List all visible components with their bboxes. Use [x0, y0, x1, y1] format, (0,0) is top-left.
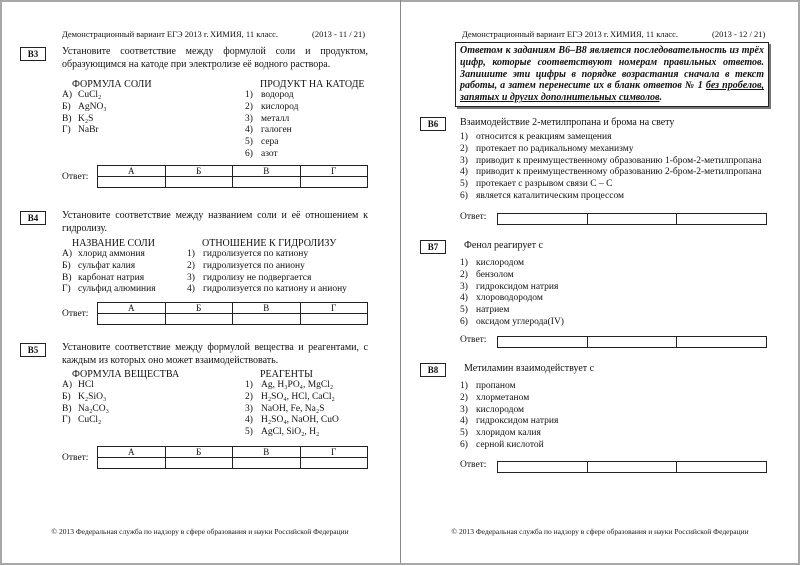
answer-cell[interactable] — [587, 337, 677, 348]
answer-label: Ответ: — [62, 172, 89, 182]
item-number: Г) — [62, 125, 71, 136]
list-item — [460, 258, 564, 270]
list-item — [460, 156, 762, 168]
answer-cell[interactable] — [300, 314, 368, 325]
page-11 — [0, 0, 400, 563]
left-column-heading: ФОРМУЛА ВЕЩЕСТВА — [72, 369, 180, 380]
list-item — [187, 249, 347, 261]
list-item — [245, 380, 339, 392]
answer-label: Ответ: — [62, 309, 89, 319]
list-item — [62, 284, 156, 296]
item-text: кислород — [261, 101, 299, 112]
answer-table — [97, 165, 368, 188]
answer-label: Ответ: — [460, 212, 487, 222]
header-subject: ХИМИЯ, 11 класс. — [610, 29, 679, 39]
item-text: AgCl, SiO₂, H₂ — [261, 427, 320, 438]
right-column-heading: ОТНОШЕНИЕ К ГИДРОЛИЗУ — [202, 238, 337, 249]
question-text: Взаимодействие 2-метилпропана и брома на свету — [460, 117, 675, 128]
header-subject: ХИМИЯ, 11 класс. — [210, 29, 279, 39]
item-number: 4) — [245, 415, 253, 426]
question-number-box: B3 — [20, 47, 46, 61]
item-text: K₂SiO₃ — [78, 391, 107, 402]
list-item — [460, 282, 564, 294]
list-item — [245, 137, 298, 149]
question-number-box: B4 — [20, 211, 46, 225]
item-number: 6) — [460, 439, 468, 450]
answer-cell[interactable] — [677, 462, 767, 473]
list-item — [62, 380, 109, 392]
item-text: водород — [261, 90, 294, 100]
instruction-end: . — [659, 92, 662, 104]
item-text: бензолом — [476, 269, 514, 280]
question-text: Метиламин взаимодействует с — [464, 363, 595, 374]
item-text: сульфат калия — [78, 260, 136, 271]
answer-label: Ответ: — [62, 453, 89, 463]
item-text: Ag, H₃PO₄, MgCl₂ — [261, 380, 334, 390]
item-number: 6) — [460, 190, 468, 201]
answer-cell[interactable] — [498, 337, 588, 348]
answer-table — [497, 213, 767, 225]
answer-column-header: Б — [165, 166, 233, 177]
item-text: хлоридом калия — [476, 428, 541, 439]
answer-cell[interactable] — [587, 462, 677, 473]
item-text: хлорид аммония — [78, 249, 145, 259]
item-number: 3) — [245, 113, 253, 124]
list-item — [62, 261, 156, 273]
answer-cell[interactable] — [98, 177, 166, 188]
header-exam: Демонстрационный вариант ЕГЭ 2013 г. — [62, 29, 209, 39]
item-text: протекает с разрывом связи C – C — [476, 179, 613, 190]
item-text: карбонат натрия — [78, 272, 145, 283]
answer-column-header: В — [233, 166, 301, 177]
left-column-list — [62, 90, 107, 137]
left-column-list — [62, 380, 109, 427]
answer-options-list — [460, 132, 762, 203]
item-number: 1) — [245, 90, 253, 100]
header-exam: Демонстрационный вариант ЕГЭ 2013 г. — [462, 29, 609, 39]
item-text: протекает по радикальному механизму — [476, 143, 634, 154]
item-text: H₂SO₄, NaOH, CuO — [261, 415, 339, 426]
instruction-box — [455, 42, 769, 107]
list-item — [62, 249, 156, 261]
item-number: 5) — [460, 179, 468, 190]
list-item — [187, 284, 347, 296]
answer-options-list — [460, 258, 564, 329]
header-page-number: (2013 - 11 / 21) — [312, 29, 366, 39]
list-item — [460, 293, 564, 305]
answer-column-header: В — [233, 447, 301, 458]
item-number: 2) — [245, 101, 253, 112]
answer-column-header: Г — [300, 447, 368, 458]
item-text: хлороводородом — [476, 293, 543, 304]
item-text: приводит к преимущественному образованию 2-бром-2-метилпропана — [476, 167, 762, 178]
answer-column-header: Г — [300, 303, 368, 314]
right-column-list — [245, 380, 339, 439]
question-number-box: B8 — [420, 363, 446, 377]
item-text: сера — [261, 137, 279, 148]
item-number: В) — [62, 403, 72, 414]
item-number: 2) — [245, 391, 253, 402]
item-number: 4) — [460, 416, 468, 427]
question-text: Фенол реагирует с — [464, 240, 543, 251]
list-item — [460, 405, 558, 417]
right-column-heading: ПРОДУКТ НА КАТОДЕ — [260, 79, 365, 90]
list-item — [245, 125, 298, 137]
list-item — [460, 305, 564, 317]
right-column-heading: РЕАГЕНТЫ — [260, 369, 313, 380]
answer-cell[interactable] — [233, 314, 301, 325]
item-number: 4) — [187, 284, 195, 295]
item-number: 3) — [187, 272, 195, 283]
item-number: 5) — [245, 427, 253, 438]
answer-cell[interactable] — [165, 177, 233, 188]
left-column-heading: ФОРМУЛА СОЛИ — [72, 79, 152, 90]
item-number: Б) — [62, 391, 71, 402]
right-column-list — [187, 249, 347, 296]
list-item — [245, 415, 339, 427]
item-number: 3) — [245, 403, 253, 414]
item-text: гидролизуется по катиону и аниону — [203, 284, 347, 295]
item-text: натрием — [476, 305, 510, 316]
answer-cell[interactable] — [98, 314, 166, 325]
item-text: HCl — [78, 380, 94, 390]
answer-table — [97, 302, 368, 325]
list-item — [460, 132, 762, 144]
right-column-list — [245, 90, 298, 161]
item-number: 1) — [187, 249, 195, 259]
item-number: 3) — [460, 281, 468, 292]
item-number: В) — [62, 272, 72, 283]
list-item — [460, 270, 564, 282]
item-text: гидроксидом натрия — [476, 281, 559, 292]
list-item — [62, 404, 109, 416]
answer-column-header: А — [98, 447, 166, 458]
list-item — [62, 102, 107, 114]
question-text: Установите соответствие между формулой соли и продуктом, образующимся на катоде при электролизе её водного раствора. — [62, 46, 368, 70]
list-item — [460, 167, 762, 179]
item-number: 1) — [460, 258, 468, 268]
answer-cell[interactable] — [498, 462, 588, 473]
list-item — [245, 102, 298, 114]
list-item — [62, 415, 109, 427]
answer-cell[interactable] — [165, 314, 233, 325]
answer-cell[interactable] — [677, 337, 767, 348]
footer-copyright: © 2013 Федеральная служба по надзору в сфере образования и науки Российской Федерации — [451, 527, 749, 536]
answer-cell[interactable] — [98, 458, 166, 469]
item-number: 2) — [460, 143, 468, 154]
item-text: приводит к преимущественному образованию 1-бром-2-метилпропана — [476, 155, 762, 166]
list-item — [62, 392, 109, 404]
answer-cell[interactable] — [498, 214, 588, 225]
item-text: относится к реакциям замещения — [476, 132, 612, 142]
instruction-text: Ответом к заданиям В6–В8 является последовательность из трёх цифр, которые соответствуют номерам правильных ответов. Запишите эти цифры в порядке возрастания сначала в текст работы, а затем перенесите их в бланк ответов № 1 — [460, 45, 764, 92]
question-number-box: B5 — [20, 343, 46, 357]
item-number: 1) — [245, 380, 253, 390]
item-number: 3) — [460, 155, 468, 166]
item-text: сульфид алюминия — [78, 284, 156, 295]
footer-copyright: © 2013 Федеральная служба по надзору в сфере образования и науки Российской Федерации — [51, 527, 349, 536]
item-number: 3) — [460, 404, 468, 415]
item-text: гидролизуется по катиону — [203, 249, 309, 259]
item-text: оксидом углерода(IV) — [476, 316, 564, 327]
item-text: металл — [261, 113, 290, 124]
item-number: Б) — [62, 260, 71, 271]
item-number: В) — [62, 113, 72, 124]
list-item — [245, 404, 339, 416]
list-item — [460, 416, 558, 428]
item-text: CuCl₂ — [78, 415, 102, 426]
item-number: 4) — [245, 125, 253, 136]
item-text: кислородом — [476, 404, 525, 415]
answer-cell[interactable] — [677, 214, 767, 225]
item-number: 1) — [460, 381, 468, 391]
list-item — [460, 393, 558, 405]
list-item — [460, 428, 558, 440]
item-number: 6) — [460, 316, 468, 327]
item-text: гидроксидом натрия — [476, 416, 559, 427]
item-number: 1) — [460, 132, 468, 142]
item-text: Na₂CO₃ — [78, 403, 109, 414]
answer-column-header: А — [98, 303, 166, 314]
item-number: Б) — [62, 101, 71, 112]
item-number: 2) — [460, 392, 468, 403]
answer-cell[interactable] — [587, 214, 677, 225]
answer-label: Ответ: — [460, 335, 487, 345]
item-text: NaBr — [78, 125, 99, 136]
instruction-underlined: без пробелов, запятых и других дополнительных символов — [460, 80, 764, 104]
left-column-heading: НАЗВАНИЕ СОЛИ — [72, 238, 155, 249]
item-text: серной кислотой — [476, 439, 544, 450]
item-text: хлорметаном — [476, 392, 530, 403]
answer-options-list — [460, 381, 558, 452]
answer-cell[interactable] — [233, 458, 301, 469]
answer-table — [497, 461, 767, 473]
item-text: гидролизуется по аниону — [203, 260, 305, 271]
answer-cell[interactable] — [300, 458, 368, 469]
answer-cell[interactable] — [165, 458, 233, 469]
item-text: NaOH, Fe, Na₂S — [261, 403, 325, 414]
list-item — [245, 149, 298, 161]
answer-cell[interactable] — [300, 177, 368, 188]
list-item — [62, 90, 107, 102]
item-number: А) — [62, 90, 73, 100]
answer-column-header: А — [98, 166, 166, 177]
item-number: 5) — [245, 137, 253, 148]
list-item — [62, 273, 156, 285]
item-number: Г) — [62, 284, 71, 295]
item-number: 4) — [460, 167, 468, 178]
answer-table — [97, 446, 368, 469]
item-number: 2) — [460, 269, 468, 280]
item-text: гидролизу не подвергается — [203, 272, 312, 283]
item-number: 4) — [460, 293, 468, 304]
list-item — [245, 90, 298, 102]
question-text: Установите соответствие между названием соли и её отношением к гидролизу. — [62, 210, 368, 234]
list-item — [460, 317, 564, 329]
question-number-box: B6 — [420, 117, 446, 131]
item-text: является каталитическим процессом — [476, 190, 625, 201]
item-text: азот — [261, 148, 278, 159]
answer-column-header: Г — [300, 166, 368, 177]
list-item — [187, 273, 347, 285]
item-text: K₂S — [78, 113, 94, 124]
list-item — [460, 440, 558, 452]
item-text: пропаном — [476, 381, 516, 391]
list-item — [460, 144, 762, 156]
item-text: галоген — [261, 125, 292, 136]
list-item — [460, 381, 558, 393]
item-text: кислородом — [476, 258, 525, 268]
item-text: CuCl₂ — [78, 90, 102, 100]
list-item — [187, 261, 347, 273]
page-12 — [400, 0, 800, 563]
answer-label: Ответ: — [460, 460, 487, 470]
answer-column-header: Б — [165, 447, 233, 458]
list-item — [245, 427, 339, 439]
item-number: А) — [62, 380, 73, 390]
list-item — [62, 125, 107, 137]
item-number: 5) — [460, 305, 468, 316]
left-column-list — [62, 249, 156, 296]
answer-column-header: В — [233, 303, 301, 314]
header-page-number: (2013 - 12 / 21) — [712, 29, 766, 39]
list-item — [460, 179, 762, 191]
question-text: Установите соответствие между формулой вещества и реагентами, с каждым из которых оно может взаимодействовать. — [62, 342, 368, 366]
question-number-box: B7 — [420, 240, 446, 254]
list-item — [62, 114, 107, 126]
answer-cell[interactable] — [233, 177, 301, 188]
item-number: А) — [62, 249, 73, 259]
answer-table — [497, 336, 767, 348]
item-number: 2) — [187, 260, 195, 271]
list-item — [460, 191, 762, 203]
list-item — [245, 392, 339, 404]
item-number: 6) — [245, 148, 253, 159]
item-number: Г) — [62, 415, 71, 426]
item-text: AgNO₃ — [78, 101, 107, 112]
item-text: H₂SO₄, HCl, CaCl₂ — [261, 391, 335, 402]
item-number: 5) — [460, 428, 468, 439]
list-item — [245, 114, 298, 126]
answer-column-header: Б — [165, 303, 233, 314]
